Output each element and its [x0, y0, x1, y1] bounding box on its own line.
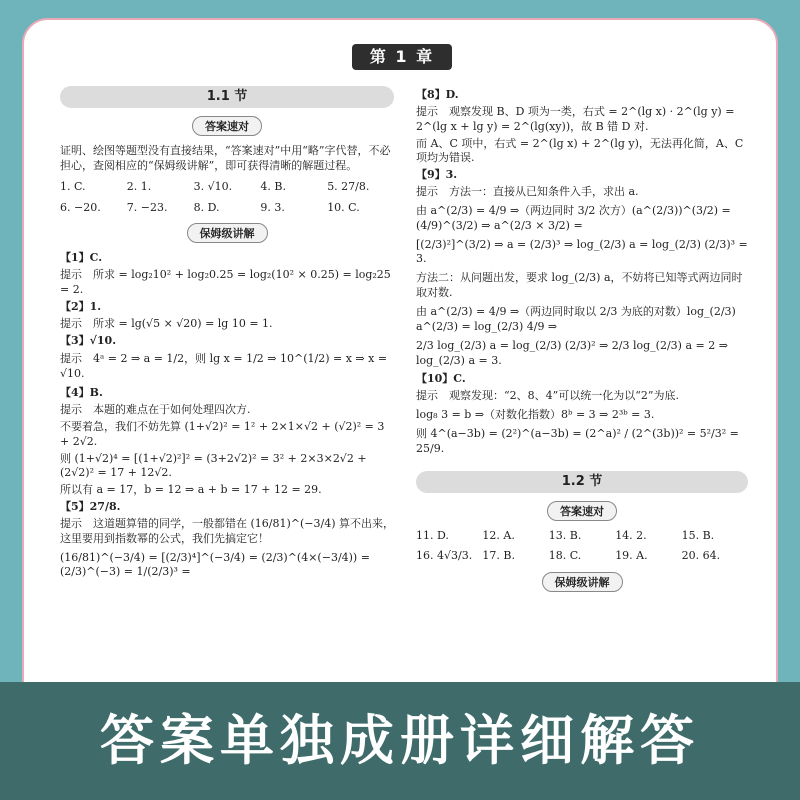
solution-line: 2/3 log_(2/3) a = log_(2/3) (2/3)² ⇒ 2/3 log_(2/3) a = 2 ⇒ log_(2/3) a = 3. — [416, 338, 728, 367]
solution-line: 方法二：从问题出发，要求 log_(2/3) a，不妨将已知等式两边同时取对数. — [416, 271, 743, 300]
answer-item: 7. −23. — [126, 200, 168, 214]
answers-grid — [416, 529, 748, 565]
chapter-tag: 第 1 章 — [352, 44, 452, 70]
answer-item: 13. B. — [548, 528, 582, 542]
problem-number: 【5】27/8. — [60, 500, 121, 514]
solution-line: 不要着急，我们不妨先算 (1+√2)² = 1² + 2×1×√2 + (√2)² = 3 + 2√2. — [60, 419, 385, 448]
solution-line: 提示 4ᵃ = 2 ⇒ a = 1/2，则 lg x = 1/2 ⇒ 10^(1/2) = x ⇒ x = √10. — [60, 352, 388, 381]
answer-item: 16. 4√3/3. — [416, 549, 473, 563]
answer-item: 8. D. — [193, 200, 220, 214]
detailed-explanation-heading: 保姆级讲解 — [60, 223, 394, 243]
solution-line: 提示 方法一：直接从已知条件入手，求出 a. — [416, 185, 639, 199]
answers-quick-heading: 答案速对 — [416, 501, 748, 521]
detailed-explanation-heading: 保姆级讲解 — [416, 572, 748, 592]
answers-grid — [60, 180, 394, 216]
answer-item: 20. 64. — [681, 549, 721, 563]
answer-item: 3. √10. — [193, 179, 233, 193]
solution-line: 所以有 a = 17，b = 12 ⇒ a + b = 17 + 12 = 29. — [60, 483, 322, 497]
problem-number: 【3】√10. — [60, 333, 117, 347]
answer-item: 10. C. — [327, 200, 360, 214]
answer-item: 1. C. — [60, 179, 86, 193]
solution-line: 提示 观察发现：“2、8、4”可以统一化为以“2”为底. — [416, 389, 679, 403]
answer-item: 5. 27/8. — [327, 179, 370, 193]
answer-item: 19. A. — [615, 549, 648, 563]
answer-item: 12. A. — [482, 528, 515, 542]
answer-item: 14. 2. — [615, 528, 647, 542]
solution-line: [(2/3)²]^(3/2) ⇒ a = (2/3)³ ⇒ log_(2/3) a = log_(2/3) (2/3)³ = 3. — [416, 237, 748, 266]
solution-line: 提示 本题的难点在于如何处理四次方. — [60, 402, 251, 416]
solution-line: 则 4^(a−3b) = (2²)^(a−3b) = (2^a)² / (2^(3b))² = 5²/3² = 25/9. — [416, 426, 739, 455]
solution-line: 由 a^(2/3) = 4/9 ⇒（两边同时 3/2 次方）(a^(2/3))^(3/2) = (4/9)^(3/2) ⇒ a^(2/3 × 3/2) = — [416, 203, 731, 232]
answers-quick-heading: 答案速对 — [60, 116, 394, 136]
solution-line: 提示 这道题算错的同学，一般都错在 (16/81)^(−3/4) 算不出来，这里要用到指数幂的公式，我们先搞定它！ — [60, 516, 394, 545]
answer-item: 18. C. — [548, 549, 582, 563]
solution-line: log₈ 3 = b ⇒（对数化指数）8ᵇ = 3 ⇒ 2³ᵇ = 3. — [416, 408, 655, 422]
problem-number: 【2】1. — [60, 299, 102, 313]
section-title-1-2: 1.2 节 — [416, 471, 748, 493]
answer-item: 17. B. — [482, 549, 515, 563]
problem-number: 【4】B. — [60, 386, 103, 400]
answer-item: 4. B. — [260, 179, 286, 193]
problem-number: 【8】D. — [416, 88, 459, 101]
problem-number: 【10】C. — [416, 372, 466, 386]
solution-line: 提示 所求 = log₂10² + log₂0.25 = log₂(10² × 0.25) = log₂25 = 2. — [60, 268, 391, 297]
solution-line: 由 a^(2/3) = 4/9 ⇒（两边同时取以 2/3 为底的对数）log_(2/3) a^(2/3) = log_(2/3) 4/9 ⇒ — [416, 304, 736, 333]
problem-number: 【9】3. — [416, 168, 458, 182]
answer-item: 9. 3. — [260, 200, 285, 214]
problem-number: 【1】C. — [60, 251, 103, 265]
solution-line: (16/81)^(−3/4) = [(2/3)⁴]^(−3/4) = (2/3)^(4×(−3/4)) = (2/3)^(−3) = 1/(2/3)³ = — [60, 550, 370, 579]
right-column — [416, 86, 748, 600]
section-title-1-1: 1.1 节 — [60, 86, 394, 108]
answer-item: 11. D. — [416, 528, 449, 542]
promo-banner: 答案单独成册详细解答 — [0, 682, 800, 800]
answer-item: 2. 1. — [126, 179, 152, 193]
solution-line: 提示 观察发现 B、D 项为一类，右式 = 2^(lg x) · 2^(lg y) = 2^(lg x + lg y) = 2^(lg(xy))，故 B 错 D 对. — [416, 104, 735, 133]
answer-item: 6. −20. — [60, 200, 101, 214]
intro-text: 证明、绘图等题型没有直接结果，“答案速对”中用“略”字代替，不必担心，查阅相应的“保姆级讲解”，即可获得清晰的解题过程。 — [60, 144, 391, 172]
solution-line: 提示 所求 = lg(√5 × √20) = lg 10 = 1. — [60, 316, 273, 330]
solution-line: 则 (1+√2)⁴ = [(1+√2)²]² = (3+2√2)² = 3² + 2×3×2√2 + (2√2)² = 17 + 12√2. — [60, 451, 367, 480]
left-column — [60, 86, 394, 584]
solution-line: 而 A、C 项中，右式 = 2^(lg x) + 2^(lg y)，无法再化简，A、C 项均为错误. — [416, 136, 744, 165]
answer-item: 15. B. — [681, 528, 715, 542]
